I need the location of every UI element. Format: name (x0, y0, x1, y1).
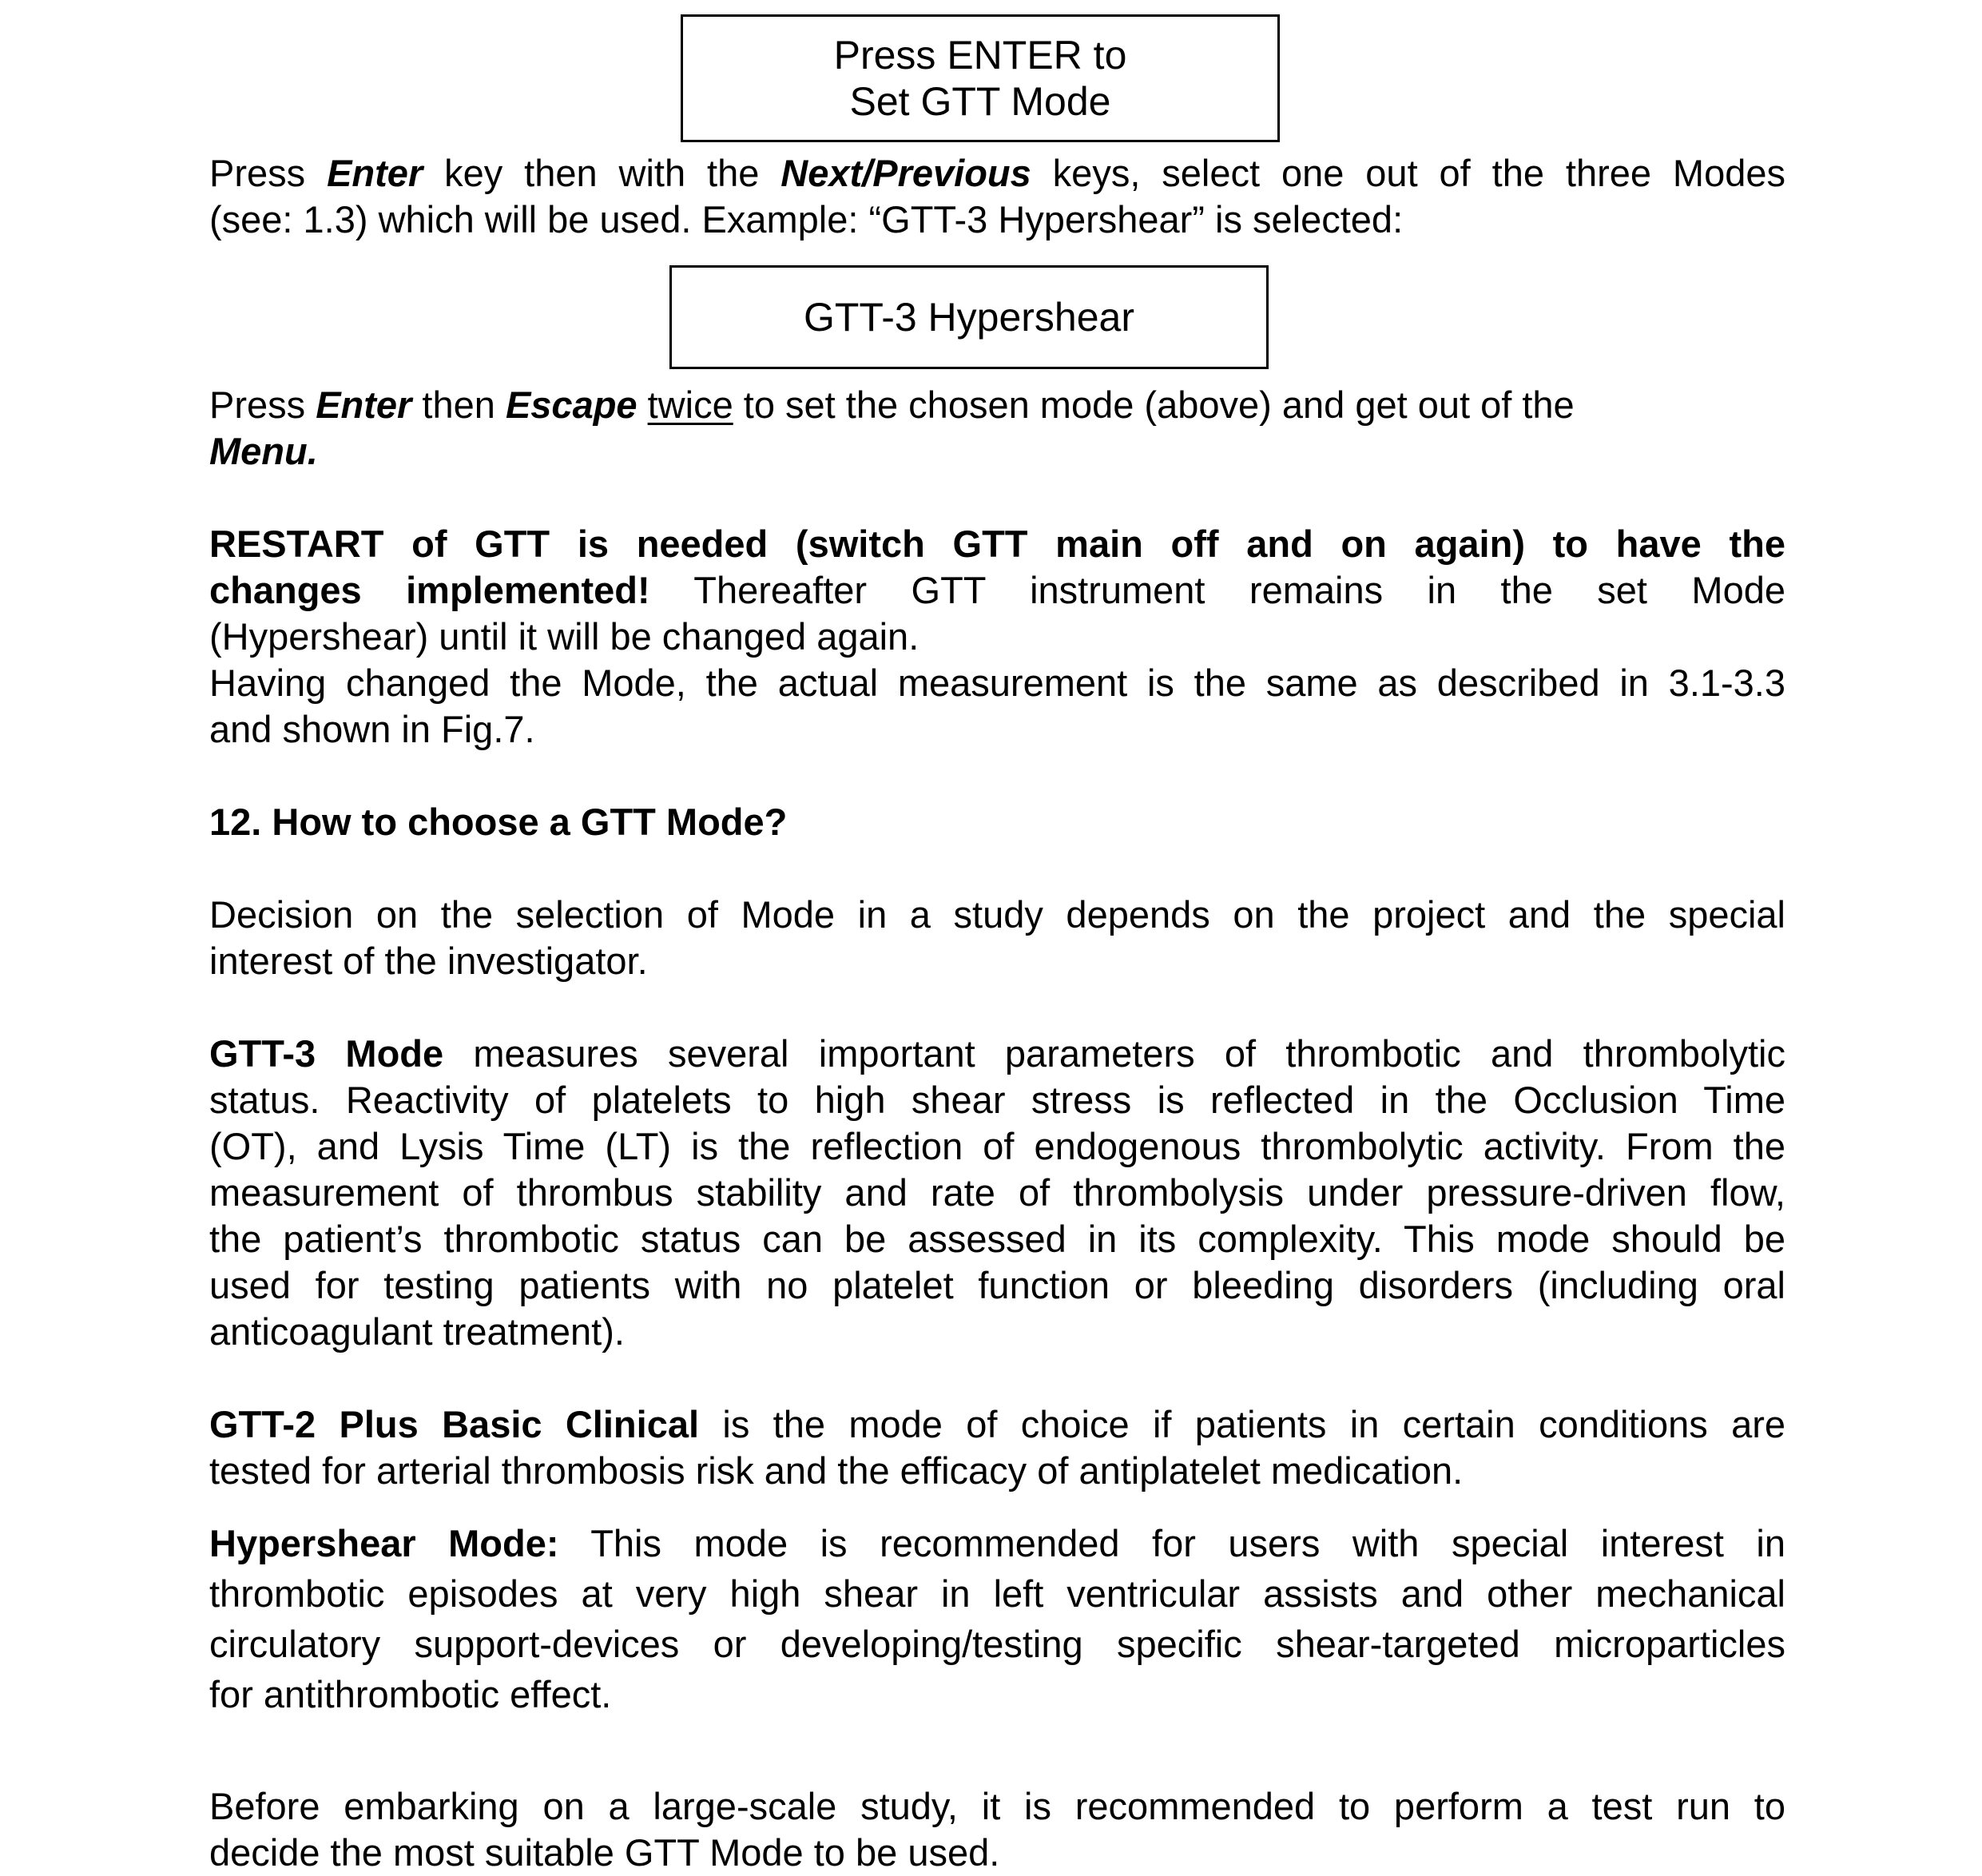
paragraph-test-run (209, 1783, 1785, 1876)
restart-warning: RESTART of GTT is needed (switch GTT main off and on again) to have the (209, 523, 1785, 565)
paragraph-hypershear-mode (209, 1518, 1785, 1719)
text-line: measurement of thrombus stability and rate of thrombolysis under pressure-driven flow, (209, 1171, 1785, 1214)
text-run: key then with the (423, 152, 781, 194)
text-run (637, 384, 648, 426)
text-line: (Hypershear) until it will be changed again. (209, 615, 920, 658)
text-line: (OT), and Lysis Time (LT) is the reflection of endogenous thrombolytic activity. From the (209, 1125, 1785, 1167)
section-heading: 12. How to choose a GTT Mode? (209, 801, 788, 843)
next-previous-key-label: Next/Previous (780, 152, 1031, 194)
text-line: Before embarking on a large-scale study, it is recommended to perform a test run to (209, 1785, 1785, 1827)
text-run: measures several important parameters of thrombotic and thrombolytic (443, 1032, 1785, 1075)
text-line: Having changed the Mode, the actual measurement is the same as described in 3.1-3.3 (209, 662, 1785, 704)
text-run: keys, select one out of the three Modes (1031, 152, 1786, 194)
text-run: This mode is recommended for users with special interest in (558, 1522, 1785, 1564)
text-line: tested for arterial thrombosis risk and the efficacy of antiplatelet medication. (209, 1449, 1464, 1492)
mode-name: GTT-2 Plus Basic Clinical (209, 1403, 700, 1445)
paragraph-restart-notice (209, 521, 1785, 753)
text-line: (see: 1.3) which will be used. Example: “GTT-3 Hypershear” is selected: (209, 198, 1404, 240)
menu-label: Menu. (209, 430, 318, 472)
text-line: circulatory support-devices or developing/testing specific shear-targeted microparticles (209, 1623, 1785, 1665)
paragraph-gtt2-mode (209, 1401, 1785, 1494)
text-line: used for testing patients with no platelet function or bleeding disorders (including oral (209, 1264, 1785, 1306)
escape-key-label: Escape (505, 384, 637, 426)
enter-key-label: Enter (327, 152, 423, 194)
text-run: to set the chosen mode (above) and get out of the (733, 384, 1575, 426)
text-line: for antithrombotic effect. (209, 1673, 612, 1715)
text-line: thrombotic episodes at very high shear in left ventricular assists and other mechanical (209, 1572, 1785, 1615)
display-box-hypershear (669, 265, 1269, 369)
text-line: anticoagulant treatment). (209, 1310, 625, 1353)
text-run: Press (209, 384, 316, 426)
text-line: decide the most suitable GTT Mode to be used. (209, 1831, 1000, 1874)
text-run: Thereafter GTT instrument remains in the set Mode (649, 569, 1785, 611)
text-line: Decision on the selection of Mode in a study depends on the project and the special (209, 893, 1785, 936)
restart-warning: changes implemented! (209, 569, 650, 611)
paragraph-enter-escape (209, 382, 1785, 475)
text-run: Press (209, 152, 328, 194)
underlined-word: twice (647, 384, 733, 426)
text-line: interest of the investigator. (209, 940, 648, 982)
text-run: is the mode of choice if patients in certain conditions are (699, 1403, 1785, 1445)
display-box-line: GTT-3 Hypershear (803, 295, 1134, 340)
display-box-line: Set GTT Mode (849, 79, 1111, 124)
paragraph-gtt3-mode (209, 1031, 1785, 1355)
paragraph-decision (209, 892, 1785, 984)
mode-name: GTT-3 Mode (209, 1032, 444, 1075)
text-line: and shown in Fig.7. (209, 708, 535, 750)
display-box-set-mode (681, 14, 1280, 142)
text-run: then (411, 384, 506, 426)
display-box-line: Press ENTER to (833, 33, 1127, 78)
paragraph-select-mode (209, 150, 1785, 243)
text-line: status. Reactivity of platelets to high shear stress is reflected in the Occlusion Time (209, 1079, 1785, 1121)
enter-key-label: Enter (316, 384, 412, 426)
mode-name: Hypershear Mode: (209, 1522, 559, 1564)
text-line: the patient’s thrombotic status can be assessed in its complexity. This mode should be (209, 1218, 1785, 1260)
